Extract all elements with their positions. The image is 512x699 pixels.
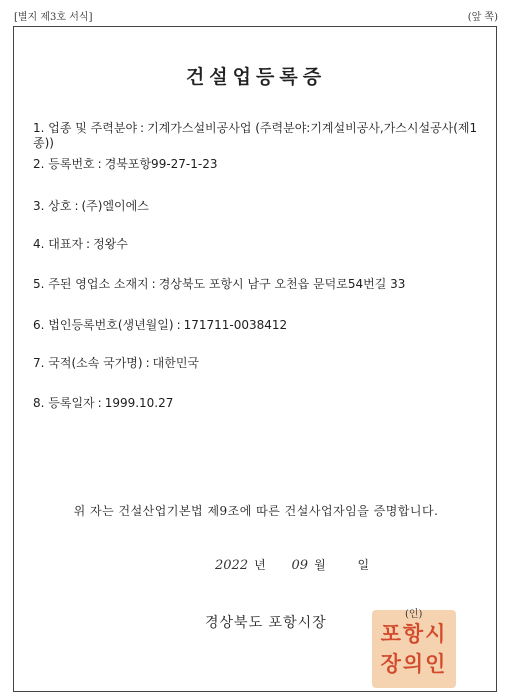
- field-label: 7. 국적(소속 국가명): [33, 356, 143, 370]
- field-corporate-number: [33, 318, 287, 333]
- field-company-name: [33, 199, 149, 214]
- field-label: 1. 업종 및 주력분야: [33, 121, 138, 135]
- field-value: (주)엘이에스: [81, 199, 149, 213]
- field-value: 경상북도 포항시 남구 오천읍 문덕로54번길 33: [158, 277, 406, 291]
- field-separator: :: [97, 157, 102, 171]
- field-label: 6. 법인등록번호(생년월일): [33, 318, 174, 332]
- form-tag: [별지 제3호 서식]: [14, 12, 93, 23]
- field-separator: :: [140, 121, 145, 135]
- field-value: 171711-0038412: [183, 318, 288, 332]
- seal-line-2: 장의인: [380, 652, 448, 676]
- field-separator: :: [151, 277, 156, 291]
- field-label: 2. 등록번호: [33, 157, 95, 171]
- seal-line-1: 포항시: [380, 622, 448, 646]
- field-label: 8. 등록일자: [33, 396, 95, 410]
- issue-date: [215, 556, 391, 573]
- certification-statement: 위 자는 건설산업기본법 제9조에 따른 건설사업자임을 증명합니다.: [73, 504, 439, 518]
- field-value: 1999.10.27: [104, 396, 174, 410]
- field-label: 5. 주된 영업소 소재지: [33, 277, 149, 291]
- field-label: 4. 대표자: [33, 237, 84, 251]
- issue-month: 09: [291, 558, 309, 573]
- issue-year: 2022: [215, 558, 249, 573]
- seal-mark: (인): [405, 609, 423, 620]
- field-separator: :: [97, 396, 102, 410]
- field-office-address: [33, 277, 405, 292]
- page-side-label: (앞 쪽): [467, 12, 498, 23]
- official-seal: [372, 610, 456, 688]
- field-value: 경북포항99-27-1-23: [104, 157, 218, 171]
- field-registration-date: [33, 396, 173, 411]
- field-separator: :: [86, 237, 91, 251]
- month-unit: 월: [314, 558, 326, 572]
- field-separator: :: [176, 318, 181, 332]
- day-unit: 일: [357, 558, 370, 572]
- field-value: 기계가스설비공사업 (주력분야:기계설비공사,가스시설공사(제1종)): [33, 121, 478, 150]
- issuer-name: 경상북도 포항시장: [205, 615, 327, 631]
- field-representative: [33, 237, 128, 252]
- field-value: 대한민국: [152, 356, 200, 370]
- field-business-type: [33, 121, 493, 151]
- field-nationality: [33, 356, 199, 371]
- field-value: 정왕수: [93, 237, 128, 251]
- field-separator: :: [145, 356, 150, 370]
- field-label: 3. 상호: [33, 199, 72, 213]
- year-unit: 년: [254, 558, 266, 572]
- field-registration-number: [33, 157, 218, 172]
- field-separator: :: [74, 199, 79, 213]
- document-title: 건설업등록증: [185, 66, 327, 88]
